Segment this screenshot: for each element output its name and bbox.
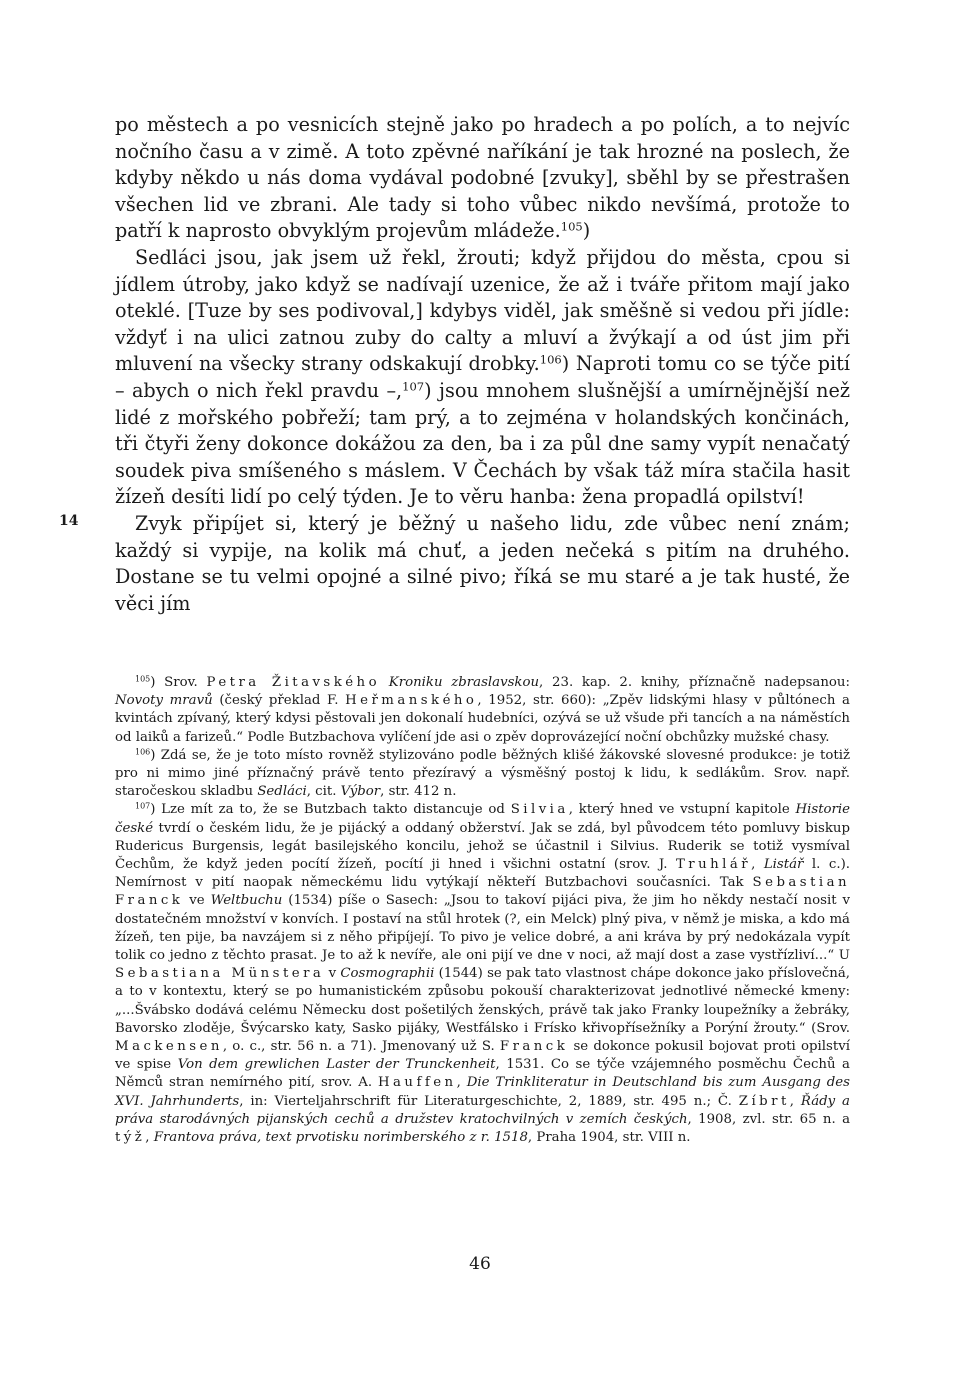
- footnote-text: ,: [145, 1130, 154, 1146]
- author-name: Franck: [499, 1039, 569, 1055]
- footnote-mark-105: 105: [135, 674, 151, 684]
- paragraph-2-text-a: Sedláci jsou, jak jsem už řekl, žrouti; když přijdou do města, cpou si jídlem útroby, jako když se nadívají uzenice, že až i tváře přitom mají jako oteklé. [Tuze by ses podivoval,] kdybys viděl, jak směšně si vedou při jídle: vždyť i na ulici zatnou zuby do calty a mluví a žvýkají a od úst jim při mluvení na všecky strany odskakují drobky.: [115, 245, 850, 376]
- footnote-ref-107[interactable]: 107: [402, 379, 425, 394]
- footnote-text: ) Lze mít za to, že se Butzbach takto distancuje od: [150, 802, 511, 818]
- work-title: Listář: [763, 857, 804, 873]
- footnote-text: ) Zdá se, že je toto místo rovněž stylizováno podle běžných klišé žákovské slovesné produkce: je totiž pro ni mimo jiné příznačný právě tento přezíravý a výsměšný postoj k lidu, k sedlákům. Srov. např. staročeskou skladbu: [115, 747, 850, 800]
- work-title: Frantova práva, text prvotisku norimberského z r. 1518: [153, 1130, 528, 1146]
- footnote-text: , 1908, zvl. str. 65 n. a: [687, 1111, 851, 1127]
- footnote-text: l. c.). Nemírnost v pití naopak německému lidu vytýkají někteří Butzbachovi současníci. Tak: [115, 857, 850, 891]
- footnote-107: [115, 801, 850, 1147]
- work-title: Von dem grewlichen Laster der Trunckenheit: [177, 1057, 496, 1073]
- footnote-text: , o. c., str. 56 n. a 71). Jmenovaný už S.: [222, 1039, 500, 1055]
- footnote-text: , str. 412 n.: [380, 784, 457, 800]
- footnote-text: ve: [183, 893, 211, 909]
- footnote-text: ,: [456, 1075, 467, 1091]
- footnote-text: (1534) píše o Sasech: „Jsou to takoví pijáci piva, že jim ho někdy nestačí nosit v dostatečném množství v konvích. I postaví na stůl hrotek (?, ein Melck) plný piva, v němž je miska, a kdo má žízeň, ten pije, ba navzájem si z něho připíjejí. To pivo je velice dobré, a ani kráva by prý nedokázala vypít tolik co jedno z těchto prasat. Je to až k nevíře, ale oni pijí ve dne v noci, až mají dost a zase vystřízliví...“ U: [115, 893, 850, 964]
- paragraph-3: Zvyk připíjet si, který je běžný u našeho lidu, zde vůbec není znám; každý si vypije, na kolik má chuť, a jeden nečeká s pitím na druhého. Dostane se tu velmi opojné a silné pivo; říká se mu staré a je tak husté, že věci jím: [115, 511, 850, 615]
- work-title: Weltbuchu: [210, 893, 283, 909]
- footnote-text: (1544) se pak tato vlastnost chápe dokonce jako příslovečná, a to v kontextu, který se po humanistickém způsobu pokouší charakterizovat jednotlivé německé kmeny: „...Švábsko dodává celému Německu dost pošetilých ženských, právě tak jako Franky loupežníky a žebráky, Bavorsko zloděje, Švýcarsko katy, Sasko pijáky, Westfálsko i Frísko křivopřísežníky a Porýní žrouty.“ (Srov.: [115, 966, 850, 1036]
- footnotes: [115, 674, 850, 1147]
- author-name: Sebastiana Münstera: [115, 966, 325, 982]
- author-name: Heřmanského: [345, 693, 478, 709]
- work-title: Kroniku zbraslavskou: [388, 675, 540, 690]
- work-title: Výbor: [340, 784, 381, 800]
- footnote-text: , Praha 1904, str. VIII n.: [527, 1130, 691, 1146]
- footnote-text: , cit.: [306, 784, 341, 800]
- footnote-text: , 1531. Co se týče vzájemného posměchu Čechů a Němců stran nemírného pití, srov. A.: [115, 1057, 850, 1091]
- paragraph-2: Sedláci jsou, jak jsem už řekl, žrouti; když přijdou do města, cpou si jídlem útroby, jako když se nadívají uzenice, že až i tváře přitom mají jako oteklé. [Tuze by ses podivoval,] kdybys viděl, jak směšně si vedou při jídle: vždyť i na ulici zatnou zuby do calty a mluví a žvýkají a od úst jim při mluvení na všecky strany odskakují drobky.$^{106}$) Naproti tomu co se týče pití – abych o nich řekl pravdu –,$^{107}$) jsou mnohem slušnější a umírnějnější než lidé z mořského pobřeží; tam prý, a to zejména v holandských končinách, tři čtyři ženy dokonce dokážou za den, ba i za půl dne samy vypít nenačatý soudek piva smíšeného s máslem. V Čechách by však táž míra stačila hasit žízeň desíti lidí po celý týden. Je to věru hanba: žena propadlá opilství!: [115, 245, 850, 509]
- footnote-mark-106: 106: [135, 747, 151, 757]
- footnote-106: [115, 747, 850, 802]
- footnote-text: ,: [751, 857, 764, 873]
- paragraph-2-text-c: jsou mnohem slušnější a umírnějnější než lidé z mořského pobřeží; tam prý, a to zejména v holandských končinách, tři čtyři ženy dokonce dokážou za den, ba i za půl dne samy vypít nenačatý soudek piva smíšeného s máslem. V Čechách by však táž míra stačila hasit žízeň desíti lidí po celý týden. Je to věru hanba: žena propadlá opilství!: [115, 378, 850, 509]
- footnote-105: [115, 674, 850, 747]
- work-title: Die Trinkliteratur in Deutschland bis zum Ausgang des XVI. Jahrhunderts: [115, 1075, 850, 1109]
- margin-number: 14: [59, 512, 79, 529]
- footnote-mark-107: 107: [135, 802, 151, 812]
- footnote-text: , in: Vierteljahrschrift für Literaturgeschichte, 2, 1889, str. 495 n.; Č.: [239, 1093, 739, 1109]
- author-name: Mackensen: [115, 1039, 223, 1055]
- author-name: Hauffen: [377, 1075, 457, 1091]
- footnote-text: , 23. kap. 2. knihy, příznačně nadepsanou:: [539, 675, 850, 690]
- work-title: Sedláci: [257, 784, 307, 800]
- footnote-text: v: [324, 966, 341, 982]
- author-name: Zíbrt: [738, 1093, 790, 1109]
- author-name: Petra Žitavského: [206, 675, 381, 690]
- footnote-text: ,: [789, 1093, 801, 1109]
- footnote-ref-105[interactable]: 105: [560, 220, 583, 235]
- work-title: Novoty mravů: [115, 693, 213, 709]
- work-title: Cosmographii: [340, 966, 435, 982]
- footnote-text: tvrdí o českém lidu, že je pijácký a oddaný obžerství. Jak se zdá, byl původcem této pomluvy biskup Rudericus Burgensis, legát basilejského koncilu, jehož se účastnil i Silvius. Ruderik se totiž vysmíval Čechům, že když jeden pocítí žízeň, pocítí ji hned i všichni ostatní (srov. J.: [115, 820, 850, 873]
- paragraph-3-wrap: [59, 511, 850, 617]
- footnote-ref-106[interactable]: 106: [539, 353, 562, 368]
- author-name: Truhlář: [675, 857, 752, 873]
- work-title: Historie české: [115, 802, 851, 836]
- paragraph-1: po městech a po vesnicích stejně jako po hradech a po polích, a to nejvíc nočního času a v zimě. A toto zpěvné naříkání je tak hrozné na poslech, že kdyby někdo u nás doma vydával podobné [zvuky], sběhl by se přestrašen všechen lid ve zbrani. Ale tady si toho vůbec nikdo nevšímá, protože to patří k naprosto obvyklým projevům mládeže.$^{105}$): [115, 113, 850, 243]
- footnote-text: ) Srov.: [150, 675, 207, 690]
- footnote-text: (český překlad F.: [212, 693, 346, 709]
- footnote-text: , který hned ve vstupní kapitole: [568, 802, 796, 818]
- footnote-text: se dokonce pokusil bojovat proti opilství ve spise: [115, 1039, 850, 1073]
- author-name: Silvia: [510, 802, 569, 818]
- footnote-text: [380, 675, 389, 690]
- work-title: Řády a práva starodávných pijanských cechů a družstev kratochvilných v zemích českých: [115, 1093, 850, 1127]
- paragraph-2-text-b: Naproti tomu co se týče pití – abych o nich řekl pravdu –,: [115, 352, 850, 402]
- main-text: [59, 112, 850, 617]
- paragraph-1-text: po městech a po vesnicích stejně jako po hradech a po polích, a to nejvíc nočního času a v zimě. A toto zpěvné naříkání je tak hrozné na poslech, že kdyby někdo u nás doma vydával podobné [zvuky], sběhl by se přestrašen všechen lid ve zbrani. Ale tady si toho vůbec nikdo nevšímá, protože to patří k naprosto obvyklým projevům mládeže.: [115, 113, 850, 243]
- author-name: Sebastian Franck: [115, 875, 850, 909]
- author-name: týž: [115, 1130, 146, 1146]
- footnote-text: , 1952, str. 660): „Zpěv lidskými hlasy v půltónech a kvintách zpívaný, který kdysi pěstovali jen dokonalí hudebníci, ozývá se už všude při tancích a na náměstích od laiků a farizeů.“ Podle Butzbachova vylíčení jde asi o zpěv doprovázející noční obchůzky mužské chasy.: [115, 693, 850, 745]
- page-number: 46: [469, 1254, 491, 1274]
